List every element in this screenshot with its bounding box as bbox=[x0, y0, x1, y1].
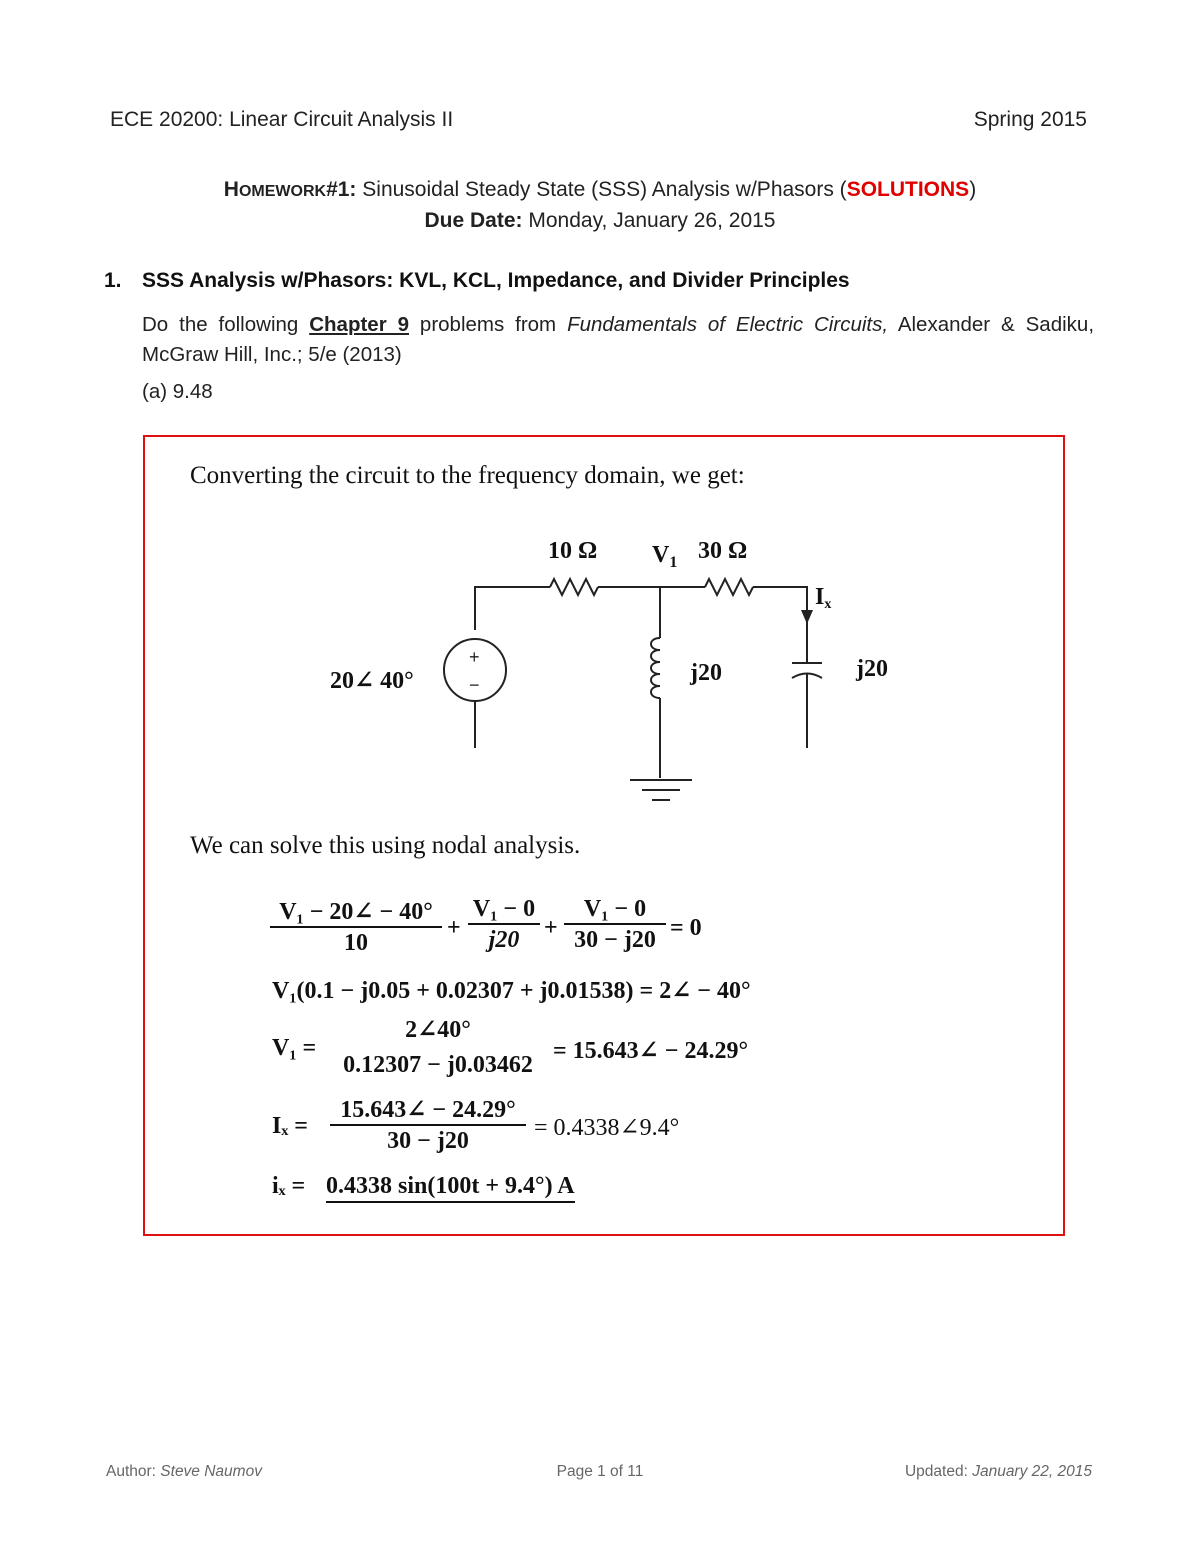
intro-text-a: Do the following bbox=[142, 313, 310, 336]
solution-intro: Converting the circuit to the frequency domain, we get: bbox=[190, 462, 745, 489]
homework-title bbox=[0, 178, 1200, 202]
course-title: ECE 20200: Linear Circuit Analysis II bbox=[110, 108, 454, 131]
section-number: 1. bbox=[104, 269, 122, 292]
solutions-label: SOLUTIONS bbox=[846, 178, 970, 201]
source-plus: + bbox=[469, 647, 480, 667]
ix-label: Ix bbox=[815, 584, 832, 612]
title-close: ) bbox=[969, 178, 977, 201]
current-arrow-icon bbox=[801, 610, 813, 624]
eq3-lhs: V₁ = bbox=[272, 1035, 317, 1061]
section-intro bbox=[142, 310, 1094, 370]
resistor-10-icon bbox=[550, 579, 598, 595]
eq1-n2: V₁ − 0 bbox=[472, 896, 536, 922]
footer-updated bbox=[905, 1463, 1092, 1481]
eq1-frac3 bbox=[564, 896, 666, 954]
intro-text-c: Alexander & Sadiku, McGraw Hill, Inc.; 5/e (2013) bbox=[142, 313, 1095, 366]
source-label: 20∠ 40° bbox=[330, 668, 414, 694]
due-date bbox=[0, 209, 1200, 233]
author-name: Steve Naumov bbox=[160, 1463, 262, 1480]
eq5-rhs: 0.4338 sin(100t + 9.4°) A bbox=[326, 1173, 575, 1203]
hw-number: #1: bbox=[326, 178, 357, 201]
updated-date: January 22, 2015 bbox=[972, 1463, 1092, 1480]
inductor-icon bbox=[651, 638, 660, 698]
circuit-diagram bbox=[300, 530, 920, 810]
eq3-frac bbox=[328, 1014, 548, 1079]
eq4-den: 30 − j20 bbox=[330, 1124, 526, 1155]
eq1-rhs: = 0 bbox=[670, 915, 702, 941]
author-label: Author: bbox=[106, 1463, 156, 1480]
eq1-frac2 bbox=[468, 896, 540, 954]
due-label: Due Date: bbox=[424, 209, 523, 232]
eq1-n3: V₁ − 0 bbox=[583, 896, 647, 922]
eq1-n1: V₁ − 20∠ − 40° bbox=[279, 899, 433, 925]
r2-label: 30 Ω bbox=[698, 538, 748, 564]
eq3-den: 0.12307 − j0.03462 bbox=[343, 1052, 533, 1078]
wire-right bbox=[753, 587, 807, 615]
intro-text-b: problems from bbox=[409, 313, 568, 336]
eq3-rhs: = 15.643∠ − 24.29° bbox=[553, 1038, 749, 1064]
chapter-ref: Chapter 9 bbox=[309, 313, 409, 336]
eq4-rhs: = 0.4338∠9.4° bbox=[534, 1115, 680, 1141]
solution-nodal: We can solve this using nodal analysis. bbox=[190, 832, 581, 859]
hw-label-rest: OMEWORK bbox=[238, 183, 327, 200]
eq4-num: 15.643∠ − 24.29° bbox=[340, 1097, 516, 1123]
inductor-label: j20 bbox=[690, 660, 722, 686]
footer-page: Page 1 of 11 bbox=[556, 1463, 644, 1480]
eq1-d3: 30 − j20 bbox=[564, 923, 666, 954]
book-title: Fundamentals of Electric Circuits, bbox=[567, 313, 889, 336]
eq1-plus1: + bbox=[447, 915, 461, 941]
r1-label: 10 Ω bbox=[548, 538, 598, 564]
eq5-lhs: iₓ = bbox=[272, 1173, 306, 1199]
eq1-frac1 bbox=[270, 896, 442, 957]
eq4-frac bbox=[330, 1094, 526, 1155]
due-value: Monday, January 26, 2015 bbox=[528, 209, 776, 232]
resistor-30-icon bbox=[705, 579, 753, 595]
eq2: V₁(0.1 − j0.05 + 0.02307 + j0.01538) = 2∠ − 40° bbox=[272, 978, 751, 1004]
term: Spring 2015 bbox=[973, 108, 1087, 131]
ground-icon bbox=[630, 780, 692, 800]
eq4-lhs: Iₓ = bbox=[272, 1113, 308, 1139]
problem-part: (a) 9.48 bbox=[142, 380, 213, 403]
wire-left-top bbox=[475, 587, 550, 630]
node-v1-label: $V_1$ bbox=[652, 542, 678, 571]
eq3-num: 2∠40° bbox=[405, 1017, 471, 1043]
eq1-d2: j20 bbox=[468, 923, 540, 954]
section-heading bbox=[104, 269, 850, 293]
hw-label-first: H bbox=[223, 178, 239, 201]
hw-topic: Sinusoidal Steady State (SSS) Analysis w/Phasors ( bbox=[362, 178, 847, 201]
eq1-plus2: + bbox=[544, 915, 558, 941]
source-minus: − bbox=[469, 675, 480, 695]
section-title: SSS Analysis w/Phasors: KVL, KCL, Impedance, and Divider Principles bbox=[142, 269, 850, 292]
capacitor-label: j20 bbox=[856, 656, 888, 682]
updated-label: Updated: bbox=[904, 1463, 968, 1480]
eq1-d1: 10 bbox=[270, 926, 442, 957]
